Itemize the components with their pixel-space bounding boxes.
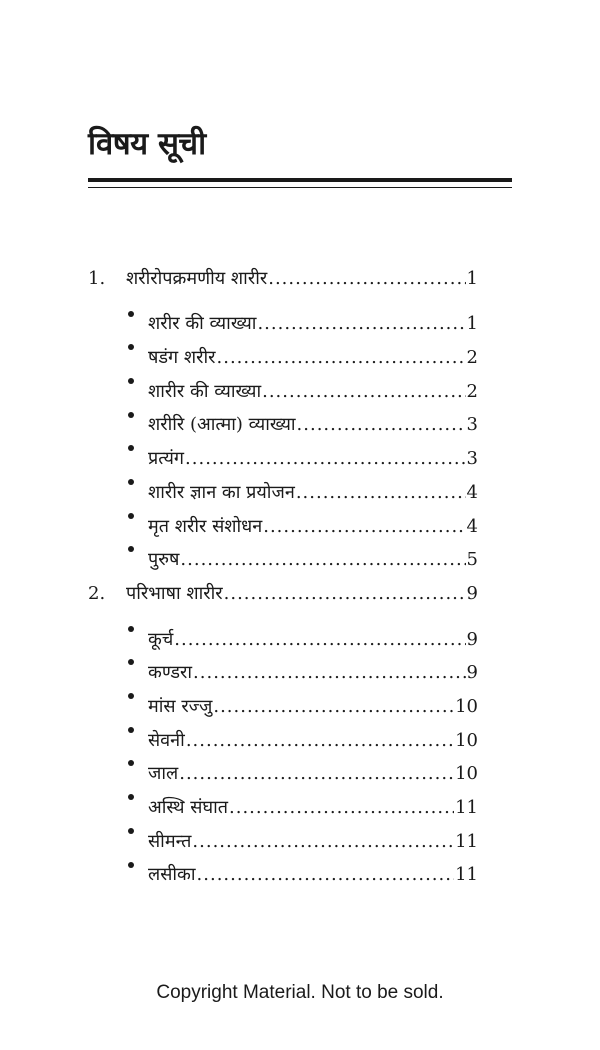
bullet-icon [126,813,148,847]
page-number: 11 [455,830,478,852]
entry-title: शरीरि (आत्मा) व्याख्या [148,414,296,436]
toc-entry[interactable] [88,611,478,650]
page-number: 11 [455,864,478,886]
page-number: 1 [466,313,478,335]
dot-leader [224,577,466,611]
page-number: 1 [466,268,478,289]
page-number: 10 [455,729,478,751]
dot-leader [179,757,454,791]
entry-title: सीमन्त [148,830,192,852]
entry-title: कूर्च [148,628,174,650]
entry-title: कण्डरा [148,662,193,684]
page-number: 9 [466,583,478,605]
dot-leader [268,262,465,296]
page-number: 3 [466,414,478,436]
dot-leader [192,825,454,859]
dot-leader [174,623,465,657]
dot-leader [229,791,454,825]
title-double-rule [88,178,512,188]
entry-title: सेवनी [148,729,185,751]
entry-title: अस्थि संघात [148,797,229,818]
entry-title: मृत शरीर संशोधन [148,515,263,537]
dot-leader [186,724,454,758]
bullet-icon [126,611,148,645]
table-of-contents [88,262,478,886]
bullet-icon [126,296,148,330]
bullet-icon [126,847,148,881]
bullet-icon [126,678,148,712]
toc-entry[interactable] [88,296,478,335]
bullet-icon [126,532,148,566]
page-number: 10 [455,763,478,785]
entry-title: शरीर की व्याख्या [148,313,257,335]
dot-leader [217,341,466,375]
chapter-number: 1. [88,268,106,289]
bullet-icon [126,397,148,431]
bullet-icon [126,363,148,397]
dot-leader [193,656,466,690]
page-number: 4 [466,515,478,537]
entry-title: मांस रज्जु [148,695,213,717]
bullet-icon [126,645,148,679]
dot-leader [297,408,466,442]
copyright-notice: Copyright Material. Not to be sold. [156,982,444,1003]
dot-leader [296,476,466,510]
page-number: 9 [466,628,478,650]
entry-title: जाल [148,763,179,785]
page-number: 4 [466,481,478,503]
page-number: 2 [466,347,478,369]
toc-chapter-1[interactable] [88,262,478,296]
entry-title: शारीर ज्ञान का प्रयोजन [148,481,295,503]
entry-title: पुरुष [148,549,180,571]
bullet-icon [126,464,148,498]
dot-leader [257,307,465,341]
bullet-icon [126,430,148,464]
chapter-title: शरीरोपक्रमणीय शारीर [126,268,268,289]
bullet-icon [126,779,148,813]
dot-leader [197,858,455,892]
bullet-icon [126,498,148,532]
bullet-icon [126,746,148,780]
dot-leader [180,543,465,577]
dot-leader [263,510,465,544]
dot-leader [185,442,466,476]
page-number: 2 [466,380,478,402]
page-number: 5 [466,549,478,571]
entry-title: प्रत्यंग [148,448,185,470]
page-number: 10 [455,695,478,717]
entry-title: षडंग शरीर [148,347,216,369]
chapter-title: परिभाषा शारीर [126,583,223,605]
page-number: 9 [466,662,478,684]
toc-chapter-2[interactable] [88,577,478,611]
page-number: 3 [466,448,478,470]
page-title: विषय सूची [88,126,206,162]
bullet-icon [126,329,148,363]
entry-title: लसीका [148,864,196,886]
chapter-number: 2. [88,583,106,605]
bullet-icon [126,712,148,746]
dot-leader [262,375,465,409]
page-number: 11 [455,797,478,818]
dot-leader [213,690,454,724]
entry-title: शारीर की व्याख्या [148,380,262,402]
